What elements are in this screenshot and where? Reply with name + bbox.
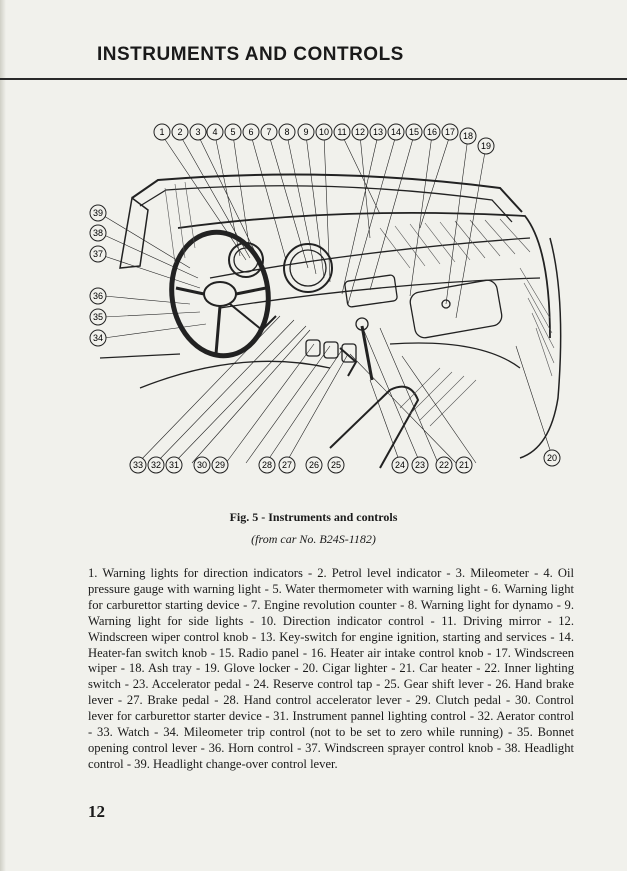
page-spine-shadow <box>0 0 6 871</box>
callout-28 <box>259 457 275 473</box>
svg-text:23: 23 <box>414 460 426 470</box>
callout-13 <box>370 124 386 140</box>
dashboard-illustration <box>80 118 580 490</box>
svg-text:11: 11 <box>337 127 347 137</box>
callout-31 <box>166 457 182 473</box>
svg-text:31: 31 <box>168 460 180 470</box>
callout-bottom <box>130 450 560 473</box>
page-number: 12 <box>88 802 105 821</box>
callout-26 <box>306 457 322 473</box>
callout-17 <box>442 124 458 140</box>
callout-14 <box>388 124 404 140</box>
svg-text:35: 35 <box>92 312 104 322</box>
callout-29 <box>212 457 228 473</box>
callout-33 <box>130 457 146 473</box>
callout-16 <box>424 124 440 140</box>
svg-text:26: 26 <box>308 460 320 470</box>
callout-7 <box>261 124 277 140</box>
svg-text:15: 15 <box>408 127 420 137</box>
page-title: INSTRUMENTS AND CONTROLS <box>97 44 404 65</box>
svg-text:3: 3 <box>195 127 201 137</box>
callout-left <box>90 205 106 346</box>
svg-text:1: 1 <box>159 127 165 137</box>
svg-text:9: 9 <box>303 127 309 137</box>
svg-text:13: 13 <box>372 127 384 137</box>
callout-1 <box>154 124 170 140</box>
svg-text:27: 27 <box>281 460 293 470</box>
svg-text:12: 12 <box>354 127 366 137</box>
svg-text:10: 10 <box>318 127 330 137</box>
callout-9 <box>298 124 314 140</box>
svg-text:21: 21 <box>458 460 470 470</box>
callout-35 <box>90 309 106 325</box>
svg-text:29: 29 <box>214 460 226 470</box>
svg-text:7: 7 <box>266 127 272 137</box>
callout-24 <box>392 457 408 473</box>
callout-36 <box>90 288 106 304</box>
svg-text:5: 5 <box>230 127 236 137</box>
svg-text:14: 14 <box>390 127 402 137</box>
svg-text:25: 25 <box>330 460 342 470</box>
svg-text:32: 32 <box>150 460 162 470</box>
svg-text:33: 33 <box>132 460 144 470</box>
callout-8 <box>279 124 295 140</box>
figure-caption: Fig. 5 - Instruments and controls <box>229 510 398 524</box>
callout-5 <box>225 124 241 140</box>
callout-10 <box>316 124 332 140</box>
callout-11 <box>334 124 350 140</box>
svg-text:38: 38 <box>92 228 104 238</box>
svg-text:24: 24 <box>394 460 406 470</box>
callout-27 <box>279 457 295 473</box>
callout-30 <box>194 457 210 473</box>
callout-15 <box>406 124 422 140</box>
svg-text:2: 2 <box>177 127 183 137</box>
svg-text:28: 28 <box>261 460 273 470</box>
callout-2 <box>172 124 188 140</box>
callout-32 <box>148 457 164 473</box>
callout-34 <box>90 330 106 346</box>
svg-text:4: 4 <box>212 127 218 137</box>
callout-18 <box>460 128 476 144</box>
svg-text:19: 19 <box>480 141 492 151</box>
svg-text:20: 20 <box>546 453 558 463</box>
figure-subcaption: (from car No. B24S-1182) <box>251 532 376 546</box>
svg-text:16: 16 <box>426 127 438 137</box>
callout-39 <box>90 205 106 221</box>
callout-25 <box>328 457 344 473</box>
callout-21 <box>456 457 472 473</box>
svg-text:17: 17 <box>444 127 456 137</box>
callout-6 <box>243 124 259 140</box>
callout-23 <box>412 457 428 473</box>
callout-22 <box>436 457 452 473</box>
header-rule <box>0 78 627 80</box>
callout-3 <box>190 124 206 140</box>
svg-text:37: 37 <box>92 249 104 259</box>
callout-19 <box>478 138 494 154</box>
callout-37 <box>90 246 106 262</box>
svg-text:18: 18 <box>462 131 474 141</box>
svg-text:30: 30 <box>196 460 208 470</box>
svg-text:22: 22 <box>438 460 450 470</box>
svg-text:8: 8 <box>284 127 290 137</box>
svg-text:39: 39 <box>92 208 104 218</box>
callout-20 <box>544 450 560 466</box>
callout-12 <box>352 124 368 140</box>
callout-38 <box>90 225 106 241</box>
legend-paragraph: 1. Warning lights for direction indicators - 2. Petrol level indicator - 3. Mileometer - 4. Oil pressure gauge with warning light - 5. Water thermometer with warning light - 6. Warning light for carburettor starting device - 7. Engine revolution counter - 8. Warning light for dynamo - 9. Warning light for side lights - 10. Direction indicator control - 11. Driving mirror - 12. Windscreen wiper control knob - 13. Key-switch for engine ignition, starting and services - 14. Heater-fan switch knob - 15. Radio panel - 16. Heater air intake control knob - 17. Windscreen wiper - 18. Ash tray - 19. Glove locker - 20. Cigar lighter - 21. Car heater - 22. Inner lighting switch - 23. Accelerator pedal - 24. Reserve control tap - 25. Gear shift lever - 26. Hand brake lever - 27. Brake pedal - 28. Hand control accelerator lever - 29. Clutch pedal - 30. Control lever for carburettor starter device - 31. Instrument pannel lighting control - 32. Aerator control - 33. Watch - 34. Mileometer trip control (not to be set to zero while running) - 35. Bonnet opening control lever - 36. Horn control - 37. Windscreen sprayer control knob - 38. Headlight control - 39. Headlight change-over control lever. <box>88 566 574 771</box>
callout-4 <box>207 124 223 140</box>
svg-text:36: 36 <box>92 291 104 301</box>
svg-text:34: 34 <box>92 333 104 343</box>
svg-text:6: 6 <box>248 127 254 137</box>
dashboard-shading <box>165 182 554 426</box>
